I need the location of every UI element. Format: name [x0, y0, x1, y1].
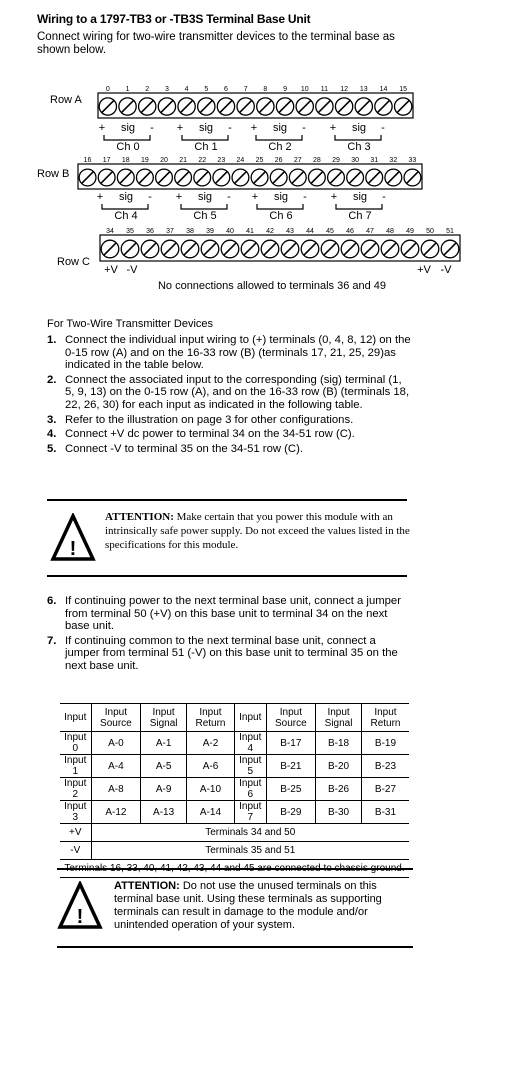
step-number: 4. — [47, 428, 57, 441]
terminal-screw — [321, 240, 339, 258]
terminal-number: 23 — [217, 157, 226, 164]
table-cell: A-6 — [186, 755, 234, 778]
power-row — [60, 824, 409, 842]
terminal-screw — [328, 169, 345, 186]
terminal-number: 39 — [206, 228, 214, 235]
step-number: 2. — [47, 373, 57, 386]
terminal-screw — [289, 169, 306, 186]
terminal-number: 21 — [179, 157, 188, 164]
terminal-number: 40 — [226, 228, 234, 235]
channel-bracket — [181, 204, 227, 209]
table-cell: B-20 — [316, 755, 362, 778]
power-row — [60, 842, 409, 860]
step-number: 6. — [47, 595, 57, 607]
terminal-number: 30 — [351, 157, 360, 164]
step-text: Connect -V to terminal 35 on the 34-51 row (C). — [65, 442, 303, 455]
terminal-number: 0 — [105, 86, 110, 93]
terminal-screw — [141, 240, 159, 258]
minus-sign: - — [381, 122, 385, 134]
table-cell: A-2 — [186, 732, 234, 755]
column-header: Input Return — [186, 704, 234, 732]
terminal-screw — [117, 169, 134, 186]
terminal-screw — [401, 240, 419, 258]
terminal-screw — [201, 240, 219, 258]
terminal-number: 35 — [126, 228, 134, 235]
steps-list-2 — [47, 595, 412, 675]
table-cell: Input 2 — [60, 778, 91, 801]
terminal-number: 38 — [186, 228, 194, 235]
attention-notice-2 — [114, 880, 414, 932]
power-label: +V — [60, 824, 91, 842]
step-text: If continuing power to the next terminal base unit, connect a jumper from terminal 50 (+V) on this base unit to terminal 34 on the next base unit. — [65, 595, 401, 633]
terminal-screw — [213, 169, 230, 186]
terminal-number: 15 — [399, 86, 408, 93]
terminal-screw — [385, 169, 402, 186]
row-label: Row A — [50, 94, 82, 106]
row-label: Row B — [37, 168, 70, 180]
plus-sign: + — [176, 122, 184, 134]
terminal-number: 51 — [446, 228, 454, 235]
terminal-number: 6 — [224, 86, 228, 93]
step-item — [47, 635, 412, 673]
terminal-screw — [139, 98, 156, 115]
terminal-screw — [241, 240, 259, 258]
terminal-number: 47 — [366, 228, 374, 235]
step-number: 7. — [47, 634, 57, 647]
table-row — [60, 801, 409, 824]
terminal-screw — [381, 240, 399, 258]
plus-v-label: +V — [104, 264, 118, 276]
sig-label: sig — [351, 122, 367, 134]
terminal-number: 46 — [346, 228, 354, 235]
table-cell: B-17 — [266, 732, 316, 755]
channel-bracket — [104, 135, 150, 140]
table-row — [60, 755, 409, 778]
plus-sign: + — [98, 122, 106, 134]
plus-sign: + — [96, 191, 104, 203]
column-header: Input — [234, 704, 266, 732]
terminal-screw — [79, 169, 96, 186]
terminal-number: 29 — [332, 157, 340, 164]
step-number: 3. — [47, 413, 57, 426]
table-cell: B-25 — [266, 778, 316, 801]
plus-v-label: +V — [417, 264, 431, 276]
terminal-screw — [366, 169, 383, 186]
channel-bracket — [336, 204, 382, 209]
terminal-screw — [270, 169, 287, 186]
terminal-number: 50 — [426, 228, 434, 235]
input-terminal-table — [60, 703, 409, 878]
column-header: Input Source — [266, 704, 316, 732]
terminal-number: 32 — [389, 157, 398, 164]
terminal-screw — [296, 98, 313, 115]
table-cell: A-13 — [141, 801, 187, 824]
terminal-number: 14 — [379, 86, 388, 93]
table-cell: B-23 — [361, 755, 409, 778]
plus-sign: + — [250, 122, 258, 134]
terminal-screw — [119, 98, 136, 115]
table-cell: Input 5 — [234, 755, 266, 778]
step-number: 5. — [47, 442, 57, 455]
table-cell: B-31 — [361, 801, 409, 824]
terminal-screw — [316, 98, 333, 115]
minus-v-label: -V — [440, 264, 452, 276]
table-cell: B-21 — [266, 755, 316, 778]
step-item — [47, 414, 412, 427]
terminal-screw — [276, 98, 293, 115]
minus-sign: - — [150, 122, 154, 134]
terminal-screw — [441, 240, 459, 258]
sig-label: sig — [352, 191, 368, 203]
step-text: Refer to the illustration on page 3 for other configurations. — [65, 413, 354, 426]
intro-text: Connect wiring for two-wire transmitter devices to the terminal base as shown below. — [37, 31, 395, 56]
channel-bracket — [182, 135, 228, 140]
table-cell: B-29 — [266, 801, 316, 824]
terminal-screw — [355, 98, 372, 115]
table-cell: A-4 — [91, 755, 141, 778]
diagram-note: No connections allowed to terminals 36 and 49 — [157, 280, 387, 292]
channel-bracket — [335, 135, 381, 140]
terminal-number: 7 — [243, 86, 248, 93]
terminal-screw — [361, 240, 379, 258]
channel-label: Ch 5 — [193, 210, 217, 222]
minus-sign: - — [303, 191, 307, 203]
terminal-screw — [161, 240, 179, 258]
channel-label: Ch 0 — [116, 141, 140, 153]
channel-bracket — [256, 135, 302, 140]
terminal-number: 13 — [359, 86, 368, 93]
terminal-number: 18 — [121, 157, 130, 164]
terminal-number: 34 — [106, 228, 114, 235]
terminal-number: 37 — [166, 228, 174, 235]
terminal-screw — [181, 240, 199, 258]
table-header-row — [60, 704, 409, 732]
terminal-number: 31 — [370, 157, 379, 164]
terminal-number: 9 — [283, 86, 287, 93]
terminal-screw — [335, 98, 352, 115]
channel-label: Ch 6 — [269, 210, 293, 222]
terminal-number: 17 — [102, 157, 111, 164]
channel-label: Ch 2 — [268, 141, 292, 153]
table-row — [60, 778, 409, 801]
table-cell: A-1 — [141, 732, 187, 755]
step-number: 1. — [47, 334, 57, 346]
plus-sign: + — [330, 191, 338, 203]
sig-label: sig — [197, 191, 213, 203]
terminal-number: 4 — [184, 86, 189, 93]
attention-text-2: Do not use the unused terminals on this terminal base unit. Using these terminals as supporting terminals can result in damage to the module and/or unintended operation of your system. — [114, 880, 382, 931]
table-cell: A-0 — [91, 732, 141, 755]
sig-label: sig — [118, 191, 134, 203]
terminal-screw — [121, 240, 139, 258]
terminal-number: 16 — [83, 157, 92, 164]
step-text: Connect the individual input wiring to (+) terminals (0, 4, 8, 12) on the 0-15 row (A) and on the 16-33 row (B) (terminals 17, 21, 25, 29)as indicated in the table below. — [65, 334, 411, 372]
step-text: Connect +V dc power to terminal 34 on the 34-51 row (C). — [65, 428, 355, 441]
terminal-screw — [404, 169, 421, 186]
terminal-screw — [394, 98, 411, 115]
terminal-screw — [198, 98, 215, 115]
terminal-number: 33 — [408, 157, 417, 164]
plus-sign: + — [251, 191, 259, 203]
terminal-number: 28 — [312, 157, 321, 164]
column-header: Input Source — [91, 704, 141, 732]
table-cell: Input 1 — [60, 755, 91, 778]
terminal-number: 19 — [140, 157, 149, 164]
table-cell: Input 6 — [234, 778, 266, 801]
terminal-screw — [308, 169, 325, 186]
terminal-screw — [221, 240, 239, 258]
attention-label-2: ATTENTION: — [114, 880, 180, 892]
attention-label: ATTENTION: — [105, 511, 174, 523]
steps-list-1 — [47, 334, 412, 457]
table-cell: B-26 — [316, 778, 362, 801]
warning-icon — [50, 513, 96, 563]
terminal-number: 24 — [236, 157, 245, 164]
table-cell: Input 0 — [60, 732, 91, 755]
page-title: Wiring to a 1797-TB3 or -TB3S Terminal Base Unit — [37, 12, 311, 26]
table-cell: A-10 — [186, 778, 234, 801]
plus-sign: + — [329, 122, 337, 134]
minus-sign: - — [148, 191, 152, 203]
step-text: If continuing common to the next terminal base unit, connect a jumper from terminal 51 (-V) on this base unit to terminal 35 on the next base unit. — [65, 634, 398, 672]
terminal-screw — [251, 169, 268, 186]
table-cell: B-27 — [361, 778, 409, 801]
terminal-number: 36 — [146, 228, 154, 235]
step-item — [47, 428, 412, 441]
attention-notice-1 — [105, 510, 410, 552]
table-cell: B-30 — [316, 801, 362, 824]
step-item — [47, 595, 412, 633]
terminal-number: 41 — [246, 228, 254, 235]
channel-label: Ch 4 — [114, 210, 138, 222]
channel-bracket — [102, 204, 148, 209]
channel-label: Ch 7 — [348, 210, 372, 222]
minus-sign: - — [228, 122, 232, 134]
power-label: -V — [60, 842, 91, 860]
step-text: Connect the associated input to the corresponding (sig) terminal (1, 5, 9, 13) on the 0-15 row (A), and on the 16-33 row (B) (terminals 18, 22, 26, 30) for each input as indicated in the following table. — [65, 373, 410, 411]
terminal-screw — [158, 98, 175, 115]
minus-v-label: -V — [126, 264, 138, 276]
terminal-screw — [175, 169, 192, 186]
terminal-number: 45 — [326, 228, 334, 235]
table-cell: B-19 — [361, 732, 409, 755]
terminal-number: 10 — [300, 86, 309, 93]
channel-label: Ch 1 — [194, 141, 218, 153]
step-item — [47, 443, 412, 456]
terminal-number: 8 — [263, 86, 268, 93]
table-cell: Input 3 — [60, 801, 91, 824]
sig-label: sig — [198, 122, 214, 134]
terminal-screw — [237, 98, 254, 115]
divider-top-2 — [57, 868, 413, 870]
table-cell: A-5 — [141, 755, 187, 778]
terminal-screw — [194, 169, 211, 186]
terminal-screw — [232, 169, 249, 186]
terminal-number: 1 — [125, 86, 130, 93]
table-cell: Input 4 — [234, 732, 266, 755]
terminal-number: 26 — [274, 157, 283, 164]
warning-icon-2 — [57, 881, 103, 931]
terminal-screw — [101, 240, 119, 258]
minus-sign: - — [227, 191, 231, 203]
terminal-screw — [98, 169, 115, 186]
divider-bottom-2 — [57, 946, 413, 948]
terminal-number: 42 — [266, 228, 274, 235]
channel-bracket — [257, 204, 303, 209]
subheading: For Two-Wire Transmitter Devices — [47, 318, 214, 330]
column-header: Input — [60, 704, 91, 732]
terminal-screw — [347, 169, 364, 186]
terminal-number: 25 — [255, 157, 264, 164]
power-value: Terminals 35 and 51 — [91, 842, 409, 860]
terminal-number: 27 — [293, 157, 302, 164]
svg-text:!: ! — [69, 538, 77, 560]
table-cell: A-14 — [186, 801, 234, 824]
power-value: Terminals 34 and 50 — [91, 824, 409, 842]
terminal-screw — [261, 240, 279, 258]
table-cell: Input 7 — [234, 801, 266, 824]
terminal-number: 43 — [286, 228, 294, 235]
minus-sign: - — [302, 122, 306, 134]
channel-label: Ch 3 — [347, 141, 371, 153]
step-item — [47, 334, 412, 372]
terminal-number: 48 — [386, 228, 394, 235]
column-header: Input Signal — [141, 704, 187, 732]
terminal-number: 11 — [320, 86, 329, 93]
svg-text:!: ! — [76, 906, 84, 928]
table-cell: B-18 — [316, 732, 362, 755]
terminal-number: 12 — [340, 86, 348, 93]
terminal-number: 44 — [306, 228, 314, 235]
sig-label: sig — [120, 122, 136, 134]
terminal-screw — [178, 98, 195, 115]
divider-top-1 — [47, 499, 407, 501]
terminal-screw — [99, 98, 116, 115]
terminal-screw — [421, 240, 439, 258]
terminal-screw — [301, 240, 319, 258]
divider-bottom-1 — [47, 575, 407, 577]
sig-label: sig — [273, 191, 289, 203]
attention-text: Make certain that you power this module with an intrinsically safe power supply. Do not exceed the values listed in the specifications for this module. — [105, 511, 410, 551]
column-header: Input Signal — [316, 704, 362, 732]
terminal-screw — [136, 169, 153, 186]
terminal-number: 49 — [406, 228, 414, 235]
terminal-number: 22 — [198, 157, 207, 164]
table-footnote: Terminals 16, 33, 40, 41, 42, 43, 44 and 45 are connected to chassis ground. — [60, 860, 409, 878]
terminal-screw — [217, 98, 234, 115]
step-item — [47, 374, 412, 412]
terminal-screw — [341, 240, 359, 258]
terminal-screw — [281, 240, 299, 258]
row-label: Row C — [57, 256, 91, 268]
terminal-number: 5 — [204, 86, 209, 93]
sig-label: sig — [272, 122, 288, 134]
terminal-number: 2 — [145, 86, 150, 93]
column-header: Input Return — [361, 704, 409, 732]
terminal-wiring-diagram — [0, 0, 515, 300]
table-row — [60, 732, 409, 755]
table-cell: A-12 — [91, 801, 141, 824]
table-cell: A-9 — [141, 778, 187, 801]
plus-sign: + — [175, 191, 183, 203]
terminal-screw — [257, 98, 274, 115]
terminal-number: 3 — [164, 86, 169, 93]
terminal-screw — [375, 98, 392, 115]
terminal-number: 20 — [160, 157, 168, 164]
minus-sign: - — [382, 191, 386, 203]
table-cell: A-8 — [91, 778, 141, 801]
terminal-screw — [156, 169, 173, 186]
